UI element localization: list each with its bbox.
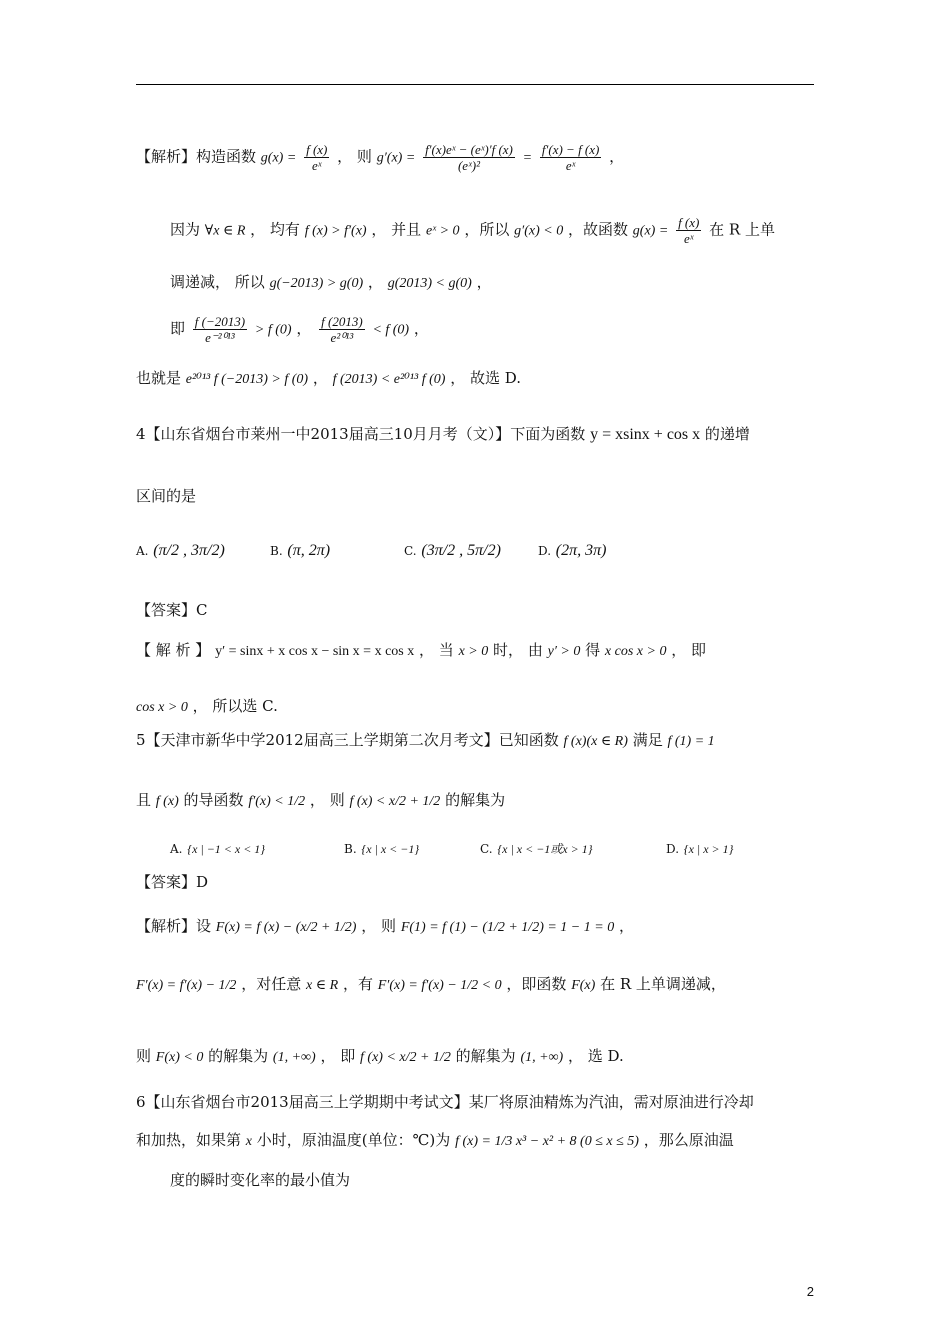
q5-option-c: C. {x | x < −1或x > 1}	[480, 842, 593, 856]
fraction-f-2013: $\frac{f (2013)}{\text{e²⁰¹³}}$	[321, 314, 363, 345]
q5-option-d: D. {x | x > 1}	[666, 842, 734, 856]
question-5-stem: 5【天津市新华中学2012届高三上学期第二次月考文】已知函数 f (x)(x ∈ R) 满足 f (1) = 1	[136, 731, 715, 749]
math-g-prime: g′(x) =	[376, 150, 416, 166]
q4-option-a: A. (π/2 , 3π/2)	[136, 542, 225, 559]
q4-analysis-2: cos x > 0 ， 所以选 C.	[136, 697, 278, 715]
analysis-line-1: 【解析】构造函数 g(x) = $\frac{f (x)}{\text{eˣ}}$ ， 则 g′(x) = $\frac{\text{f′(x)eˣ − (eˣ)′f (x)}}{\text{(eˣ)²}}$ = $\frac{f'(x) - f (x)}{\text{eˣ}}$ ，	[136, 142, 625, 173]
question-6-stem-3: 度的瞬时变化率的最小值为	[170, 1171, 351, 1189]
fraction-f-neg2013: $\frac{f (-2013)}{\text{e⁻²⁰¹³}}$	[194, 314, 246, 345]
header-rule	[136, 84, 814, 85]
fraction-g-def-2: $\frac{f (x)}{\text{eˣ}}$	[678, 215, 700, 246]
q4-answer: 【答案】C	[136, 601, 208, 619]
label-analysis: 【解析】构造函数	[136, 147, 257, 166]
math-g-def: g(x) =	[260, 150, 297, 166]
question-6-stem: 6【山东省烟台市2013届高三上学期期中考试文】某厂将原油精炼为汽油，需对原油进行冷却	[136, 1093, 754, 1111]
q4-option-c: C. (3π/2 , 5π/2)	[404, 542, 501, 559]
q4-option-d: D. (2π, 3π)	[538, 542, 607, 559]
analysis-line-3: 调递减， 所以 g(−2013) > g(0) ， g(2013) < g(0) ，	[170, 273, 492, 291]
q4-analysis: 【 解 析 】 y′ = sinx + x cos x − sin x = x cos x ， 当 x > 0 时， 由 y′ > 0 得 x cos x > 0 ， 即	[136, 641, 707, 659]
q5-answer: 【答案】D	[136, 873, 209, 891]
fraction-derivative-quotient: $\frac{\text{f′(x)eˣ − (eˣ)′f (x)}}{\text{(eˣ)²}}$	[425, 142, 513, 173]
q4-option-b: B. (π, 2π)	[270, 542, 331, 559]
q5-analysis-1: 【解析】设 F(x) = f (x) − (x/2 + 1/2) ， 则 F(1) = f (1) − (1/2 + 1/2) = 1 − 1 = 0 ，	[136, 917, 635, 935]
analysis-line-2: 因为 ∀x ∈ R ， 均有 f (x) > f′(x) ， 并且 eˣ > 0 ，所以 g′(x) < 0 ，故函数 g(x) = $\frac{f (x)}{\text{eˣ}}$ 在 R 上单	[170, 215, 775, 246]
q5-option-b: B. {x | x < −1}	[344, 842, 420, 856]
fraction-simplified: $\frac{f'(x) - f (x)}{\text{eˣ}}$	[541, 142, 600, 173]
fraction-fx-over-ex: $\frac{f (x)}{\text{eˣ}}$	[306, 142, 328, 173]
page-number: 2	[806, 1284, 814, 1299]
question-5-stem-2: 且 f (x) 的导函数 f′(x) < 1/2 ， 则 f (x) < x/2 + 1/2 的解集为	[136, 791, 506, 809]
q5-analysis-3: 则 F(x) < 0 的解集为 (1, +∞) ， 即 f (x) < x/2 + 1/2 的解集为 (1, +∞) ， 选 D.	[136, 1047, 624, 1065]
question-4-stem-2: 区间的是	[136, 487, 197, 505]
q5-analysis-2: F′(x) = f′(x) − 1/2 ，对任意 x ∈ R ，有 F′(x) = f′(x) − 1/2 < 0 ，即函数 F(x) 在 R 上单调递减，	[136, 975, 726, 993]
q5-option-a: A. {x | −1 < x < 1}	[170, 842, 266, 856]
question-4-stem: 4【山东省烟台市莱州一中2013届高三10月月考（文）】下面为函数 y = xsinx + cos x 的递增	[136, 425, 750, 443]
analysis-line-4: 即 $\frac{f (-2013)}{\text{e⁻²⁰¹³}}$ > f (0) ， $\frac{f (2013)}{\text{e²⁰¹³}}$ < f (0) ，	[170, 314, 429, 345]
analysis-line-5: 也就是 e²⁰¹³ f (−2013) > f (0) ， f (2013) < e²⁰¹³ f (0) ， 故选 D.	[136, 369, 521, 387]
question-6-stem-2: 和加热，如果第 x 小时，原油温度(单位：℃)为 f (x) = 1/3 x³ − x² + 8 (0 ≤ x ≤ 5) ，那么原油温	[136, 1131, 734, 1149]
